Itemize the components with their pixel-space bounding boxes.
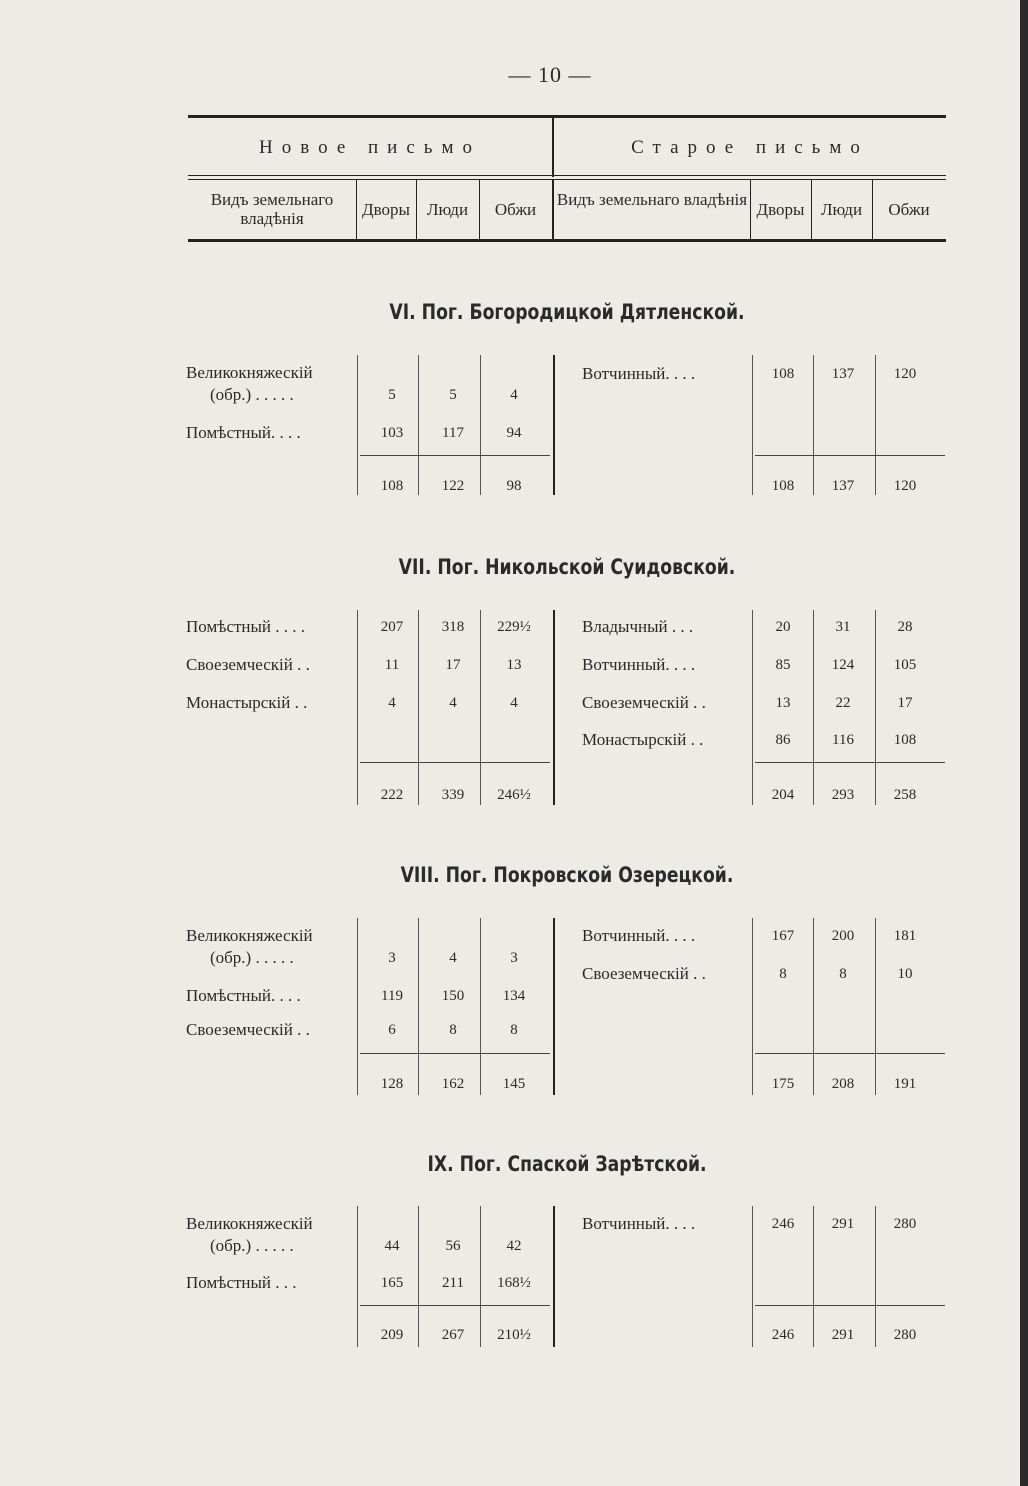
row-label: (обр.) . . . . . [210, 948, 294, 967]
column-rule [357, 610, 358, 805]
cell-value: 246 [771, 1216, 795, 1232]
row-label: Помѣстный . . . [186, 1273, 297, 1292]
row-label-line1: Великокняжескій [186, 926, 313, 945]
column-rule [875, 610, 876, 805]
cell-value: 8 [449, 1022, 457, 1038]
cell-value: 318 [441, 619, 465, 635]
cell-value: 120 [893, 366, 917, 382]
cell-value: 150 [441, 988, 465, 1004]
cell-value: 4 [449, 950, 457, 966]
cell-value: 181 [893, 928, 917, 944]
row-label: Владычный . . . [582, 617, 694, 636]
row-label: (обр.) . . . . . [210, 1236, 294, 1255]
total-value: 128 [380, 1076, 404, 1092]
total-value: 98 [506, 478, 522, 494]
col-header-kind-new: Видъ земельнаго владѣнія [210, 190, 334, 228]
cell-value: 44 [384, 1238, 400, 1254]
total-value: 175 [771, 1076, 795, 1092]
header-bottom-rule [188, 239, 946, 242]
row-label-line1: Великокняжескій [186, 1214, 313, 1233]
cell-value: 10 [897, 966, 913, 982]
total-value: 210½ [497, 1327, 531, 1343]
column-rule [357, 1206, 358, 1347]
column-rule [357, 355, 358, 495]
cell-value: 6 [388, 1022, 396, 1038]
section-title: VI. Пог. Богородицкой Дятленской. [389, 300, 745, 324]
cell-value: 134 [502, 988, 526, 1004]
cell-value: 11 [384, 657, 400, 673]
cell-value: 119 [381, 988, 403, 1004]
total-rule [755, 1053, 945, 1054]
total-value: 246½ [497, 787, 531, 803]
row-label: Своеземческій . . [186, 1020, 310, 1039]
cell-value: 229½ [497, 619, 531, 635]
column-rule [752, 610, 753, 805]
cell-value: 291 [831, 1216, 855, 1232]
cell-value: 3 [388, 950, 396, 966]
row-label: Помѣстный. . . . [186, 423, 301, 442]
cell-value: 86 [775, 732, 791, 748]
total-rule [755, 762, 945, 763]
page-edge [1020, 0, 1028, 1486]
row-label: Монастырскій . . [582, 730, 704, 749]
total-value: 258 [893, 787, 917, 803]
cell-value: 108 [771, 366, 795, 382]
row-label: Своеземческій . . [186, 655, 310, 674]
total-value: 137 [831, 478, 855, 494]
total-rule [360, 1305, 550, 1306]
cell-value: 280 [893, 1216, 917, 1232]
total-value: 222 [380, 787, 404, 803]
column-rule [813, 918, 814, 1095]
column-rule [813, 355, 814, 495]
total-value: 280 [893, 1327, 917, 1343]
total-value: 162 [441, 1076, 465, 1092]
total-rule [755, 1305, 945, 1306]
header-top-rule [188, 115, 946, 118]
new-letter-heading: Новое письмо [259, 137, 481, 158]
col-header-lyudi-old: Люди [820, 200, 863, 219]
cell-value: 31 [835, 619, 851, 635]
section-title: VII. Пог. Никольской Суидовской. [398, 555, 736, 579]
section-center-divider [553, 355, 555, 495]
col-header-obzhi-new: Обжи [494, 200, 537, 219]
column-rule [752, 918, 753, 1095]
column-rule [813, 1206, 814, 1347]
total-value: 209 [380, 1327, 404, 1343]
header-mid-rule-1 [188, 175, 946, 176]
col-header-kind-old: Видъ земельнаго владѣнія [556, 190, 748, 209]
cell-value: 108 [893, 732, 917, 748]
total-value: 293 [831, 787, 855, 803]
total-value: 120 [893, 478, 917, 494]
col-header-dvory-new: Дворы [362, 200, 410, 219]
total-rule [755, 455, 945, 456]
cell-value: 22 [835, 695, 851, 711]
total-value: 108 [380, 478, 404, 494]
column-rule [418, 918, 419, 1095]
row-label: Своеземческій . . [582, 964, 706, 983]
total-value: 204 [771, 787, 795, 803]
total-value: 108 [771, 478, 795, 494]
cell-value: 207 [380, 619, 404, 635]
cell-value: 167 [771, 928, 795, 944]
cell-value: 4 [449, 695, 457, 711]
cell-value: 56 [445, 1238, 461, 1254]
cell-value: 13 [506, 657, 522, 673]
row-label: Своеземческій . . [582, 693, 706, 712]
column-rule [752, 1206, 753, 1347]
cell-value: 8 [839, 966, 847, 982]
row-label: Вотчинный. . . . [582, 364, 696, 383]
total-value: 191 [893, 1076, 917, 1092]
total-value: 145 [502, 1076, 526, 1092]
cell-value: 103 [380, 425, 404, 441]
cell-value: 137 [831, 366, 855, 382]
section-center-divider [553, 1206, 555, 1347]
total-rule [360, 1053, 550, 1054]
row-label-line1: Великокняжескій [186, 363, 313, 382]
total-value: 246 [771, 1327, 795, 1343]
total-rule [360, 455, 550, 456]
total-value: 339 [441, 787, 465, 803]
cell-value: 85 [775, 657, 791, 673]
cell-value: 94 [506, 425, 522, 441]
total-rule [360, 762, 550, 763]
cell-value: 165 [380, 1275, 404, 1291]
page-number: — 10 — [508, 62, 592, 87]
cell-value: 3 [510, 950, 518, 966]
cell-value: 168½ [497, 1275, 531, 1291]
total-value: 267 [441, 1327, 465, 1343]
row-label: Вотчинный. . . . [582, 926, 696, 945]
total-value: 291 [831, 1327, 855, 1343]
cell-value: 200 [831, 928, 855, 944]
column-rule [357, 918, 358, 1095]
cell-value: 117 [442, 425, 464, 441]
section-title: VIII. Пог. Покровской Озерецкой. [400, 863, 734, 887]
cell-value: 105 [893, 657, 917, 673]
cell-value: 8 [779, 966, 787, 982]
total-value: 208 [831, 1076, 855, 1092]
section-title: IX. Пог. Спаской Зарѣтской. [427, 1152, 707, 1176]
cell-value: 28 [897, 619, 913, 635]
cell-value: 124 [831, 657, 855, 673]
col-header-obzhi-old: Обжи [888, 200, 930, 219]
cell-value: 17 [445, 657, 461, 673]
cell-value: 116 [832, 732, 854, 748]
column-rule [875, 1206, 876, 1347]
column-rule [813, 610, 814, 805]
cell-value: 8 [510, 1022, 518, 1038]
column-rule [480, 918, 481, 1095]
cell-value: 4 [388, 695, 396, 711]
cell-value: 13 [775, 695, 791, 711]
row-label: (обр.) . . . . . [210, 385, 294, 404]
old-letter-heading: Старое письмо [631, 137, 869, 158]
cell-value: 4 [510, 695, 518, 711]
row-label: Вотчинный. . . . [582, 1214, 696, 1233]
cell-value: 42 [506, 1238, 522, 1254]
column-rule [875, 918, 876, 1095]
row-label: Помѣстный. . . . [186, 986, 301, 1005]
col-header-dvory-old: Дворы [756, 200, 805, 219]
row-label: Вотчинный. . . . [582, 655, 696, 674]
cell-value: 17 [897, 695, 913, 711]
column-rule [752, 355, 753, 495]
row-label: Помѣстный . . . . [186, 617, 306, 636]
cell-value: 5 [388, 387, 396, 403]
row-label: Монастырскій . . [186, 693, 308, 712]
section-center-divider [553, 610, 555, 805]
cell-value: 211 [442, 1275, 464, 1291]
header-mid-rule-2 [188, 179, 946, 180]
total-value: 122 [441, 478, 465, 494]
column-rule [875, 355, 876, 495]
table-header [188, 115, 946, 243]
cell-value: 5 [449, 387, 457, 403]
section-center-divider [553, 918, 555, 1095]
col-header-lyudi-new: Люди [426, 200, 469, 219]
cell-value: 20 [775, 619, 791, 635]
cell-value: 4 [510, 387, 518, 403]
